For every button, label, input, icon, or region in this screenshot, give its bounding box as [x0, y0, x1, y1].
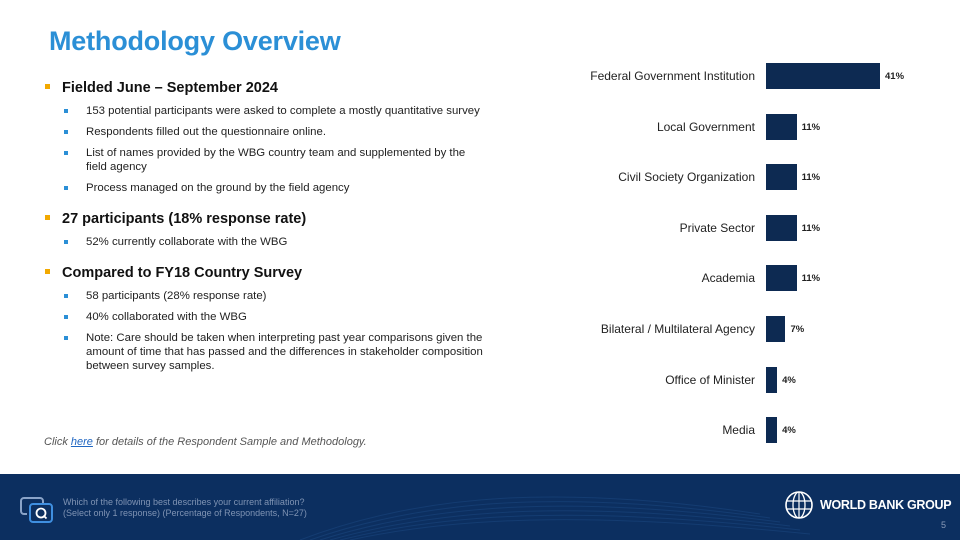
section-participants: [44, 209, 489, 249]
section-bullet: [45, 269, 50, 274]
list-item: Process managed on the ground by the field agency: [62, 181, 489, 195]
section-bullet: [45, 84, 50, 89]
value-label: 4%: [782, 425, 796, 437]
page-title: Methodology Overview: [49, 26, 341, 56]
list-item: List of names provided by the WBG country team and supplemented by the field agency: [62, 146, 489, 174]
list-item: 58 participants (28% response rate): [62, 289, 489, 303]
section-items: [62, 235, 489, 249]
section-items: [62, 104, 489, 195]
globe-logo-icon: [784, 490, 814, 520]
bar: [766, 164, 797, 190]
category-label: Private Sector: [679, 220, 755, 235]
bar: [766, 63, 880, 89]
details-link[interactable]: here: [70, 436, 93, 448]
value-label: 7%: [790, 324, 805, 335]
category-label: Civil Society Organization: [618, 170, 755, 185]
list-item: Respondents filled out the questionnaire online.: [62, 125, 489, 139]
section-heading: 27 participants (18% response rate): [62, 211, 307, 227]
value-label: 11%: [801, 172, 821, 184]
page-number: 5: [940, 520, 946, 530]
category-label: Federal Government Institution: [590, 69, 755, 83]
details-note: Click here for details of the Respondent Sample and Methodology.: [44, 436, 367, 448]
survey-question: Which of the following best describes your current affiliation? (Select only 1 response) (Percentage of Respondents, N=27): [63, 497, 307, 518]
section-items: [62, 289, 489, 373]
bar: [766, 316, 785, 342]
category-label: Media: [722, 423, 755, 438]
methodology-content: [44, 78, 489, 387]
value-label: 11%: [801, 121, 821, 133]
category-label: Academia: [701, 271, 755, 286]
value-label: 41%: [885, 71, 905, 82]
bar: [766, 417, 777, 443]
footer-bar: [0, 474, 960, 540]
section-fielded: [44, 78, 489, 195]
bar: [766, 367, 777, 393]
list-item: Note: Care should be taken when interpreting past year comparisons given the amount of time that has passed and the differences in stakeholder composition between survey samples.: [62, 331, 489, 373]
section-bullet: [45, 215, 50, 220]
bar: [766, 215, 797, 241]
category-label: Office of Minister: [665, 372, 755, 387]
section-heading: Fielded June – September 2024: [62, 80, 278, 96]
list-item: 52% currently collaborate with the WBG: [62, 235, 489, 249]
affiliation-bar-chart: [540, 50, 960, 460]
value-label: 11%: [801, 273, 821, 285]
section-heading: Compared to FY18 Country Survey: [62, 265, 303, 281]
list-item: 40% collaborated with the WBG: [62, 310, 489, 324]
value-label: 4%: [782, 374, 796, 386]
category-label: Bilateral / Multilateral Agency: [600, 322, 755, 336]
brand-name: WORLD BANK GROUP: [820, 498, 952, 512]
world-bank-group-logo: [784, 490, 951, 520]
section-comparison: [44, 263, 489, 373]
category-label: Local Government: [656, 119, 755, 134]
list-item: 153 potential participants were asked to complete a mostly quantitative survey: [62, 104, 489, 118]
speech-bubble-q-icon: [20, 494, 56, 526]
bar: [766, 114, 797, 140]
bar: [766, 265, 797, 291]
value-label: 11%: [801, 222, 821, 234]
